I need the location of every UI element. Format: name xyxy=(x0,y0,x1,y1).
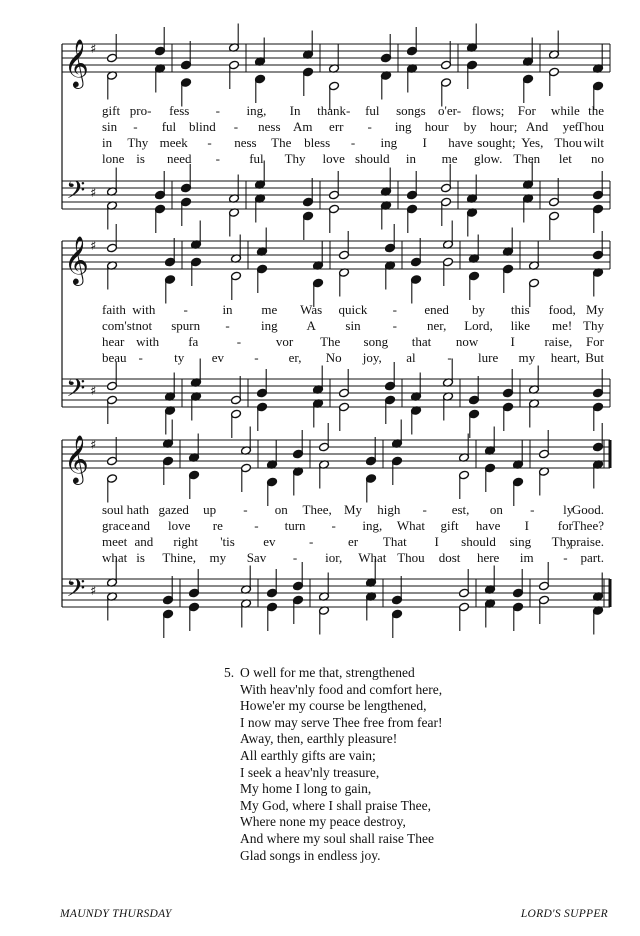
lyric-syllable: Thy xyxy=(583,318,604,333)
lyric-syllable: this xyxy=(510,302,530,317)
lyric-syllable: heart, xyxy=(550,350,580,365)
lyric-syllable: - xyxy=(254,518,259,533)
lyric-syllable: let xyxy=(558,151,572,166)
lyric-syllable: Was xyxy=(300,302,323,317)
lyric-syllable: faith xyxy=(102,302,126,317)
lyric-syllable: lure xyxy=(478,350,499,365)
lyric-syllable: ness xyxy=(234,135,257,150)
lyric-syllable: praise. xyxy=(569,534,604,549)
lyric-syllable: is xyxy=(136,550,145,565)
lyric-syllable: Thy xyxy=(551,534,573,549)
verse-line: All earthly gifts are vain; xyxy=(240,747,376,763)
lyric-syllable: ty xyxy=(174,350,185,365)
verse-5 xyxy=(224,665,443,864)
bass-clef-icon: 𝄢 xyxy=(66,574,86,609)
lyric-syllable: What xyxy=(396,518,425,533)
lyric-syllable: song xyxy=(363,334,389,349)
lyric-syllable: Thee? xyxy=(572,518,604,533)
lyric-syllable: ened xyxy=(424,302,449,317)
verse-line: I now may serve Thee free from fear! xyxy=(240,714,443,730)
lyric-syllable: I xyxy=(510,334,515,349)
lyric-syllable: Thou xyxy=(397,550,425,565)
verse-line: Howe'er my course be lengthened, xyxy=(240,698,427,714)
verse-line: My God, where I shall praise Thee, xyxy=(240,797,431,813)
lyric-syllable: Thy xyxy=(284,151,306,166)
lyric-syllable: spurn xyxy=(171,318,201,333)
treble-clef-icon: 𝄞 xyxy=(64,434,89,483)
lyric-syllable: al xyxy=(406,350,416,365)
lyric-syllable: not xyxy=(135,318,153,333)
lyric-syllable: sought; xyxy=(477,135,516,150)
lyric-syllable: thank- xyxy=(317,103,351,118)
lyric-syllable: wilt xyxy=(583,135,604,150)
lyric-syllable: the xyxy=(588,103,604,118)
lyric-syllable: For xyxy=(517,103,536,118)
lyric-syllable: meet xyxy=(102,534,128,549)
lyric-syllable: on xyxy=(489,502,503,517)
verse-line: O well for me that, strengthened xyxy=(240,665,415,680)
lyric-syllable: Thy xyxy=(127,135,149,150)
lyric-syllable: here xyxy=(476,550,500,565)
lyric-syllable: My xyxy=(585,302,604,317)
lyric-syllable: I xyxy=(434,534,439,549)
lyric-syllable: That xyxy=(382,534,407,549)
lyric-syllable: no xyxy=(591,151,604,166)
lyric-syllable: with xyxy=(136,334,160,349)
lyric-syllable: by xyxy=(472,302,485,317)
sharp-icon: ♯ xyxy=(90,239,97,254)
lyric-syllable: - xyxy=(138,350,143,365)
lyric-syllable: yet xyxy=(562,119,579,134)
lyric-syllable: err xyxy=(329,119,344,134)
lyric-syllable: - xyxy=(392,302,397,317)
lyric-syllable: ev xyxy=(211,350,224,365)
lyric-syllable: Sav xyxy=(246,550,267,565)
lyric-syllable: ly xyxy=(563,502,574,517)
lyric-syllable: My xyxy=(343,502,363,517)
verse-line: My home I long to gain, xyxy=(240,781,372,797)
lyric-syllable: high xyxy=(377,502,401,517)
lyric-syllable: Am xyxy=(293,119,313,134)
lyric-syllable: part. xyxy=(580,550,604,565)
lyric-syllable: should xyxy=(461,534,496,549)
lyric-syllable: raise, xyxy=(544,334,573,349)
lyric-syllable: Thine, xyxy=(162,550,197,565)
verse-number: 5. xyxy=(224,665,235,680)
lyric-syllable: need xyxy=(166,151,192,166)
lyric-syllable: like xyxy=(510,318,531,333)
bass-clef-icon: 𝄢 xyxy=(66,176,86,211)
lyric-syllable: But xyxy=(585,350,604,365)
lyric-syllable: now xyxy=(455,334,479,349)
verse-line: I seek a heav'nly treasure, xyxy=(240,764,380,780)
lyric-syllable: me xyxy=(261,302,278,317)
lyric-syllable: gazed xyxy=(158,502,189,517)
sharp-icon: ♯ xyxy=(90,384,97,399)
lyric-syllable: ful xyxy=(249,151,264,166)
lyric-syllable: - xyxy=(447,350,452,365)
lyric-syllable: hear xyxy=(102,334,125,349)
lyric-syllable: - xyxy=(292,550,298,565)
lyric-syllable: - xyxy=(331,518,336,533)
lyric-syllable: sing xyxy=(509,534,532,549)
lyric-syllable: A xyxy=(306,318,316,333)
lyric-syllable: And xyxy=(525,119,549,134)
lyric-syllable: - xyxy=(308,534,314,549)
lyric-syllable: beau xyxy=(102,350,127,365)
lyric-syllable: pro- xyxy=(129,103,152,118)
lyric-syllable: my xyxy=(209,550,227,565)
lyric-syllable: lone xyxy=(102,151,125,166)
lyric-syllable: and xyxy=(134,534,154,549)
treble-clef-icon: 𝄞 xyxy=(64,38,89,87)
lyric-syllable: glow. xyxy=(473,151,503,166)
lyric-syllable: while xyxy=(550,103,580,118)
lyric-syllable: songs xyxy=(396,103,426,118)
lyric-syllable: - xyxy=(422,502,427,517)
lyric-syllable: im xyxy=(519,550,534,565)
lyric-syllable: and xyxy=(131,518,150,533)
lyric-syllable: my xyxy=(518,350,536,365)
treble-clef-icon: 𝄞 xyxy=(64,235,89,284)
lyric-syllable: hour xyxy=(424,119,449,134)
lyric-syllable: in xyxy=(405,151,416,166)
lyric-syllable: ing, xyxy=(362,518,383,533)
lyric-syllable: Then xyxy=(513,151,541,166)
lyric-syllable: - xyxy=(183,302,188,317)
lyric-syllable: gift xyxy=(440,518,459,533)
lyric-syllable: food, xyxy=(548,302,576,317)
lyric-syllable: The xyxy=(320,334,341,349)
lyric-syllable: For xyxy=(585,334,604,349)
lyric-syllable: ing xyxy=(380,135,398,150)
lyric-syllable: sin xyxy=(345,318,361,333)
lyric-syllable: gift xyxy=(102,103,121,118)
lyric-syllable: ing xyxy=(261,318,278,333)
lyric-syllable: ing xyxy=(394,119,412,134)
lyric-syllable: 'tis xyxy=(220,534,235,549)
lyric-syllable: sin xyxy=(102,119,118,134)
lyric-syllable: I xyxy=(524,518,529,533)
lyric-syllable: - xyxy=(367,119,372,134)
lyric-syllable: - xyxy=(350,135,356,150)
lyric-syllable: - xyxy=(530,502,535,517)
lyric-syllable: - xyxy=(215,103,221,118)
lyric-syllable: have xyxy=(448,135,473,150)
lyric-syllable: by xyxy=(463,119,477,134)
lyric-syllable: vor xyxy=(275,334,294,349)
lyric-syllable: In xyxy=(289,103,301,118)
lyric-syllable: - xyxy=(215,151,221,166)
lyric-syllable: - xyxy=(563,550,568,565)
lyric-syllable: - xyxy=(254,350,259,365)
lyric-syllable: have xyxy=(475,518,501,533)
lyric-syllable: should xyxy=(354,151,390,166)
lyric-syllable: fess xyxy=(169,103,190,118)
lyric-syllable: ness xyxy=(258,119,281,134)
lyric-syllable: re xyxy=(212,518,223,533)
lyric-syllable: flows; xyxy=(471,103,505,118)
bass-clef-icon: 𝄢 xyxy=(66,374,86,409)
lyric-syllable: on xyxy=(274,502,288,517)
lyric-syllable: - xyxy=(207,135,212,150)
lyric-syllable: Yes, xyxy=(521,135,544,150)
lyric-syllable: ful xyxy=(161,119,177,134)
lyric-syllable: that xyxy=(411,334,432,349)
lyric-syllable: The xyxy=(271,135,292,150)
lyric-syllable: for xyxy=(557,518,573,533)
lyric-syllable: ev xyxy=(263,534,276,549)
lyric-syllable: up xyxy=(203,502,217,517)
lyric-syllable: grace xyxy=(102,518,131,533)
lyric-syllable: love xyxy=(322,151,345,166)
lyric-syllable: what xyxy=(102,550,128,565)
lyric-syllable: - xyxy=(133,119,138,134)
lyric-syllable: turn xyxy=(284,518,306,533)
lyric-syllable: me xyxy=(441,151,458,166)
verse-line: Glad songs in endless joy. xyxy=(240,847,381,863)
lyric-syllable: Thee, xyxy=(302,502,332,517)
verse-line: Away, then, earthly pleasure! xyxy=(240,731,398,747)
lyric-syllable: ing, xyxy=(246,103,267,118)
lyric-syllable: in xyxy=(222,302,233,317)
lyric-syllable: No xyxy=(325,350,342,365)
lyric-syllable: - xyxy=(225,318,230,333)
lyric-syllable: com'st xyxy=(102,318,136,333)
lyric-syllable: o'er- xyxy=(438,103,462,118)
footer-category: LORD'S SUPPER xyxy=(520,908,608,920)
lyric-syllable: er, xyxy=(288,350,302,365)
lyric-syllable: er xyxy=(347,534,359,549)
lyric-syllable: is xyxy=(136,151,145,166)
lyric-syllable: blind xyxy=(189,119,216,134)
lyric-syllable: ful xyxy=(365,103,380,118)
lyric-syllable: joy, xyxy=(362,350,382,365)
verse-line: With heav'nly food and comfort here, xyxy=(240,681,443,697)
lyric-syllable: - xyxy=(243,502,248,517)
sharp-icon: ♯ xyxy=(90,186,97,201)
verse-line: Where none my peace destroy, xyxy=(240,814,406,830)
sharp-icon: ♯ xyxy=(90,584,97,599)
lyric-syllable: What xyxy=(358,550,387,565)
lyric-syllable: dost xyxy=(438,550,461,565)
verse-line: And where my soul shall raise Thee xyxy=(240,830,434,846)
lyric-syllable: with xyxy=(132,302,156,317)
lyric-syllable: ner, xyxy=(426,318,447,333)
lyric-syllable: in xyxy=(102,135,113,150)
lyric-syllable: est, xyxy=(451,502,470,517)
lyric-syllable: quick xyxy=(338,302,368,317)
sharp-icon: ♯ xyxy=(90,438,97,453)
lyric-syllable: I xyxy=(422,135,427,150)
lyric-syllable: ior, xyxy=(325,550,343,565)
lyric-syllable: soul xyxy=(102,502,124,517)
footer-season: MAUNDY THURSDAY xyxy=(60,908,172,920)
lyric-syllable: me! xyxy=(552,318,573,333)
lyric-syllable: Lord, xyxy=(464,318,493,333)
lyric-syllable: - xyxy=(233,119,239,134)
lyric-syllable: right xyxy=(173,534,198,549)
lyric-syllable: - xyxy=(392,318,397,333)
lyric-syllable: Thou xyxy=(554,135,582,150)
lyric-syllable: Thou xyxy=(576,119,604,134)
lyric-syllable: hour; xyxy=(489,119,518,134)
lyric-syllable: Good. xyxy=(571,502,604,517)
lyric-syllable: love xyxy=(168,518,191,533)
lyric-syllable: fa xyxy=(188,334,199,349)
lyric-syllable: bless xyxy=(304,135,331,150)
sharp-icon: ♯ xyxy=(90,42,97,57)
lyric-syllable: - xyxy=(236,334,242,349)
lyric-syllable: meek xyxy=(159,135,188,150)
lyric-syllable: hath xyxy=(126,502,150,517)
